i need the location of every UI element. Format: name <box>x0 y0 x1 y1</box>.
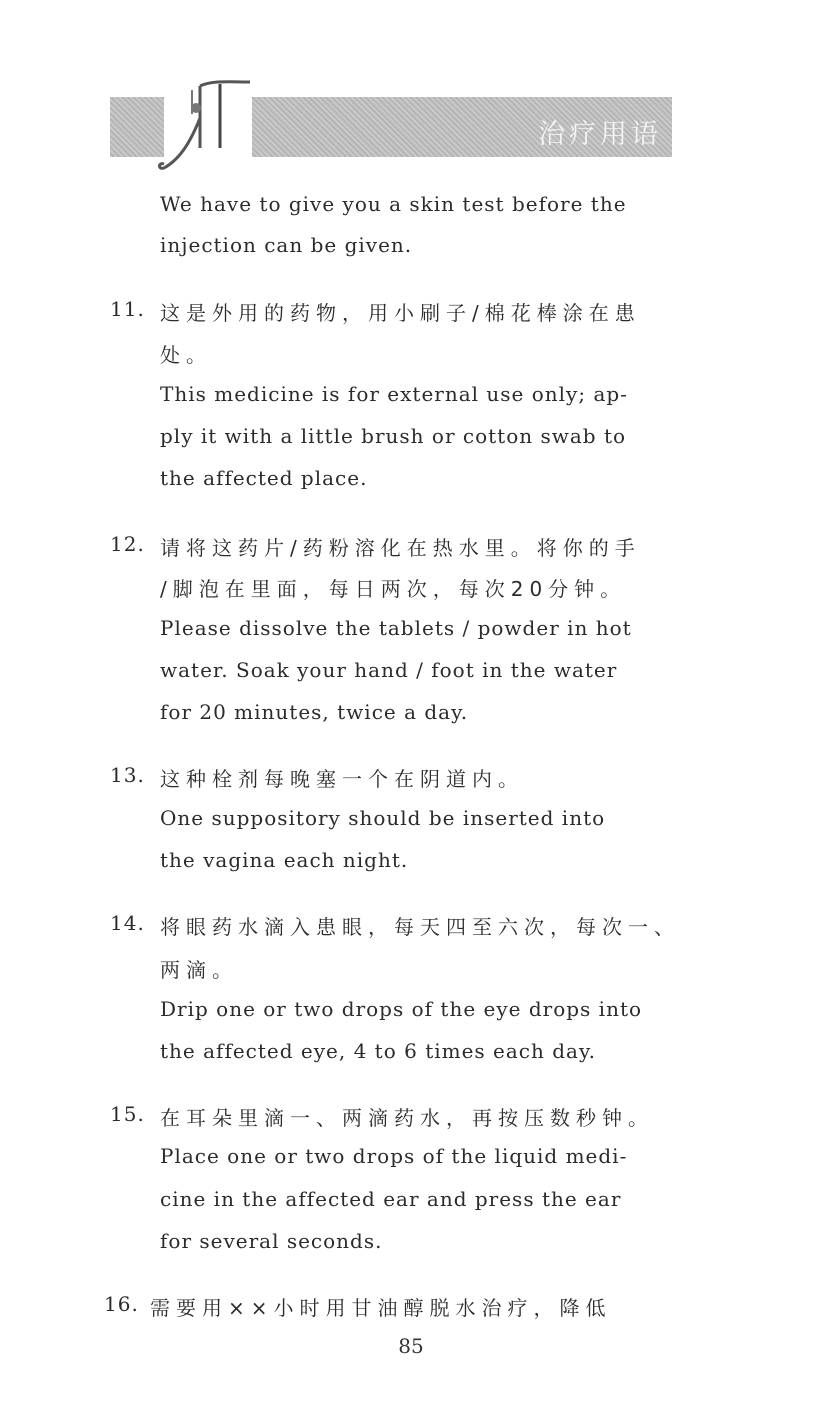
text-line: This medicine is for external use only; ap- <box>160 382 628 406</box>
text-line: ply it with a little brush or cotton swab to <box>160 424 627 448</box>
text-line: We have to give you a skin test before the <box>160 192 627 216</box>
text-line: injection can be given. <box>160 233 413 257</box>
chinese-line: 这种栓剂每晚塞一个在阴道内。 <box>160 767 524 791</box>
item-number: 14. <box>110 911 145 935</box>
chinese-line: 处。 <box>160 343 212 367</box>
chinese-line: 将眼药水滴入患眼，每天四至六次，每次一、 <box>160 915 680 939</box>
chinese-line: 两滴。 <box>160 958 238 982</box>
text-line: water. Soak your hand / foot in the water <box>160 658 618 682</box>
chinese-line: 这是外用的药物，用小刷子/棉花棒涂在患 <box>160 301 641 325</box>
text-line: cine in the affected ear and press the ear <box>160 1187 622 1211</box>
text-line: One suppository should be inserted into <box>160 806 606 830</box>
item-number: 11. <box>110 297 145 321</box>
text-line: the affected eye, 4 to 6 times each day. <box>160 1039 596 1063</box>
text-line: Please dissolve the tablets / powder in hot <box>160 616 632 640</box>
text-line: Place one or two drops of the liquid medi- <box>160 1144 628 1168</box>
header-title: 治疗用语 <box>538 119 662 150</box>
text-line: the vagina each night. <box>160 848 409 872</box>
text-line: for 20 minutes, twice a day. <box>160 700 469 724</box>
text-line: for several seconds. <box>160 1229 383 1253</box>
item-number: 16. <box>104 1292 139 1316</box>
text-line: Drip one or two drops of the eye drops into <box>160 997 643 1021</box>
chinese-line: 请将这药片/药粉溶化在热水里。将你的手 <box>160 536 641 560</box>
chinese-line: 需要用××小时用甘油醇脱水治疗，降低 <box>150 1296 612 1320</box>
item-number: 12. <box>110 532 145 556</box>
chinese-line: 在耳朵里滴一、两滴药水，再按压数秒钟。 <box>160 1106 654 1130</box>
chinese-line: /脚泡在里面，每日两次，每次20分钟。 <box>160 577 627 601</box>
item-number: 15. <box>110 1102 145 1126</box>
item-number: 13. <box>110 763 145 787</box>
text-line: the affected place. <box>160 466 368 490</box>
page-number: 85 <box>398 1334 424 1358</box>
ornament-icon <box>152 78 262 178</box>
